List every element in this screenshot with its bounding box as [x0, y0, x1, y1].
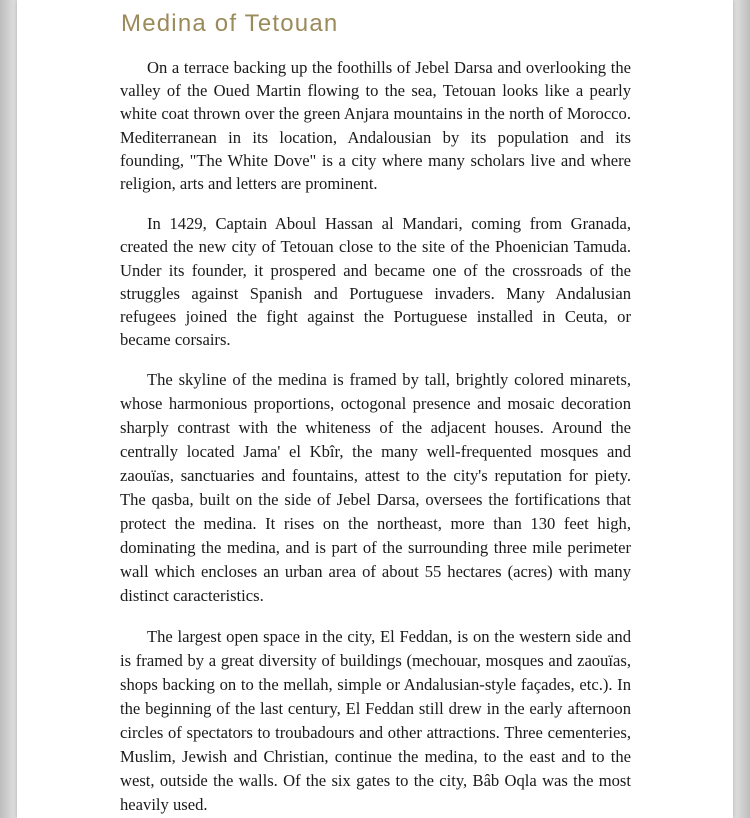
paragraph-history: In 1429, Captain Aboul Hassan al Mandari, coming from Granada, created the new city of Tetouan close to the site of the Phoenician Tamuda. Under its founder, it prospered and became one of the crossroads of the struggles against Spanish and Portuguese invaders. Many Andalusian refugees joined the fight against the Portuguese installed in Ceuta, or became corsairs.	[120, 214, 631, 350]
page-title: Medina of Tetouan	[121, 10, 339, 37]
paragraph-el-feddan: The largest open space in the city, El Feddan, is on the western side and is framed by a great diversity of buildings (mechouar, mosques and zaouïas, shops backing on to the mellah, simple or Andalusian-style façades, etc.). In the beginning of the last century, El Feddan still drew in the early afternoon circles of spectators to troubadours and other attractions. Three cementeries, Muslim, Jewish and Christian, continue the medina, to the east and to the west, outside the walls. Of the six gates to the city, Bâb Oqla was the most heavily used.	[120, 627, 631, 815]
left-margin-shadow	[0, 0, 17, 818]
article-body	[120, 56, 631, 818]
paragraph-skyline: The skyline of the medina is framed by tall, brightly colored minarets, whose harmonious proportions, octogonal presence and mosaic decoration sharply contrast with the whiteness of the adjacent houses. Around the centrally located Jama' el Kbîr, the many well-frequented mosques and zaouïas, sanctuaries and fountains, attest to the city's reputation for piety. The qasba, built on the side of Jebel Darsa, oversees the fortifications that protect the medina. It rises on the northeast, more than 130 feet high, dominating the medina, and is part of the surrounding three mile perimeter wall which encloses an urban area of about 55 hectares (acres) with many distinct caracteristics.	[120, 370, 631, 606]
paragraph-terrace: On a terrace backing up the foothills of Jebel Darsa and overlooking the valley of the Oued Martin flowing to the sea, Tetouan looks like a pearly white coat thrown over the green Anjara mountains in the north of Morocco. Mediterranean in its location, Andalousian by its population and its founding, "The White Dove" is a city where many scholars live and where religion, arts and letters are prominent.	[120, 58, 631, 194]
document-page	[17, 0, 733, 818]
right-margin-shadow	[733, 0, 750, 818]
